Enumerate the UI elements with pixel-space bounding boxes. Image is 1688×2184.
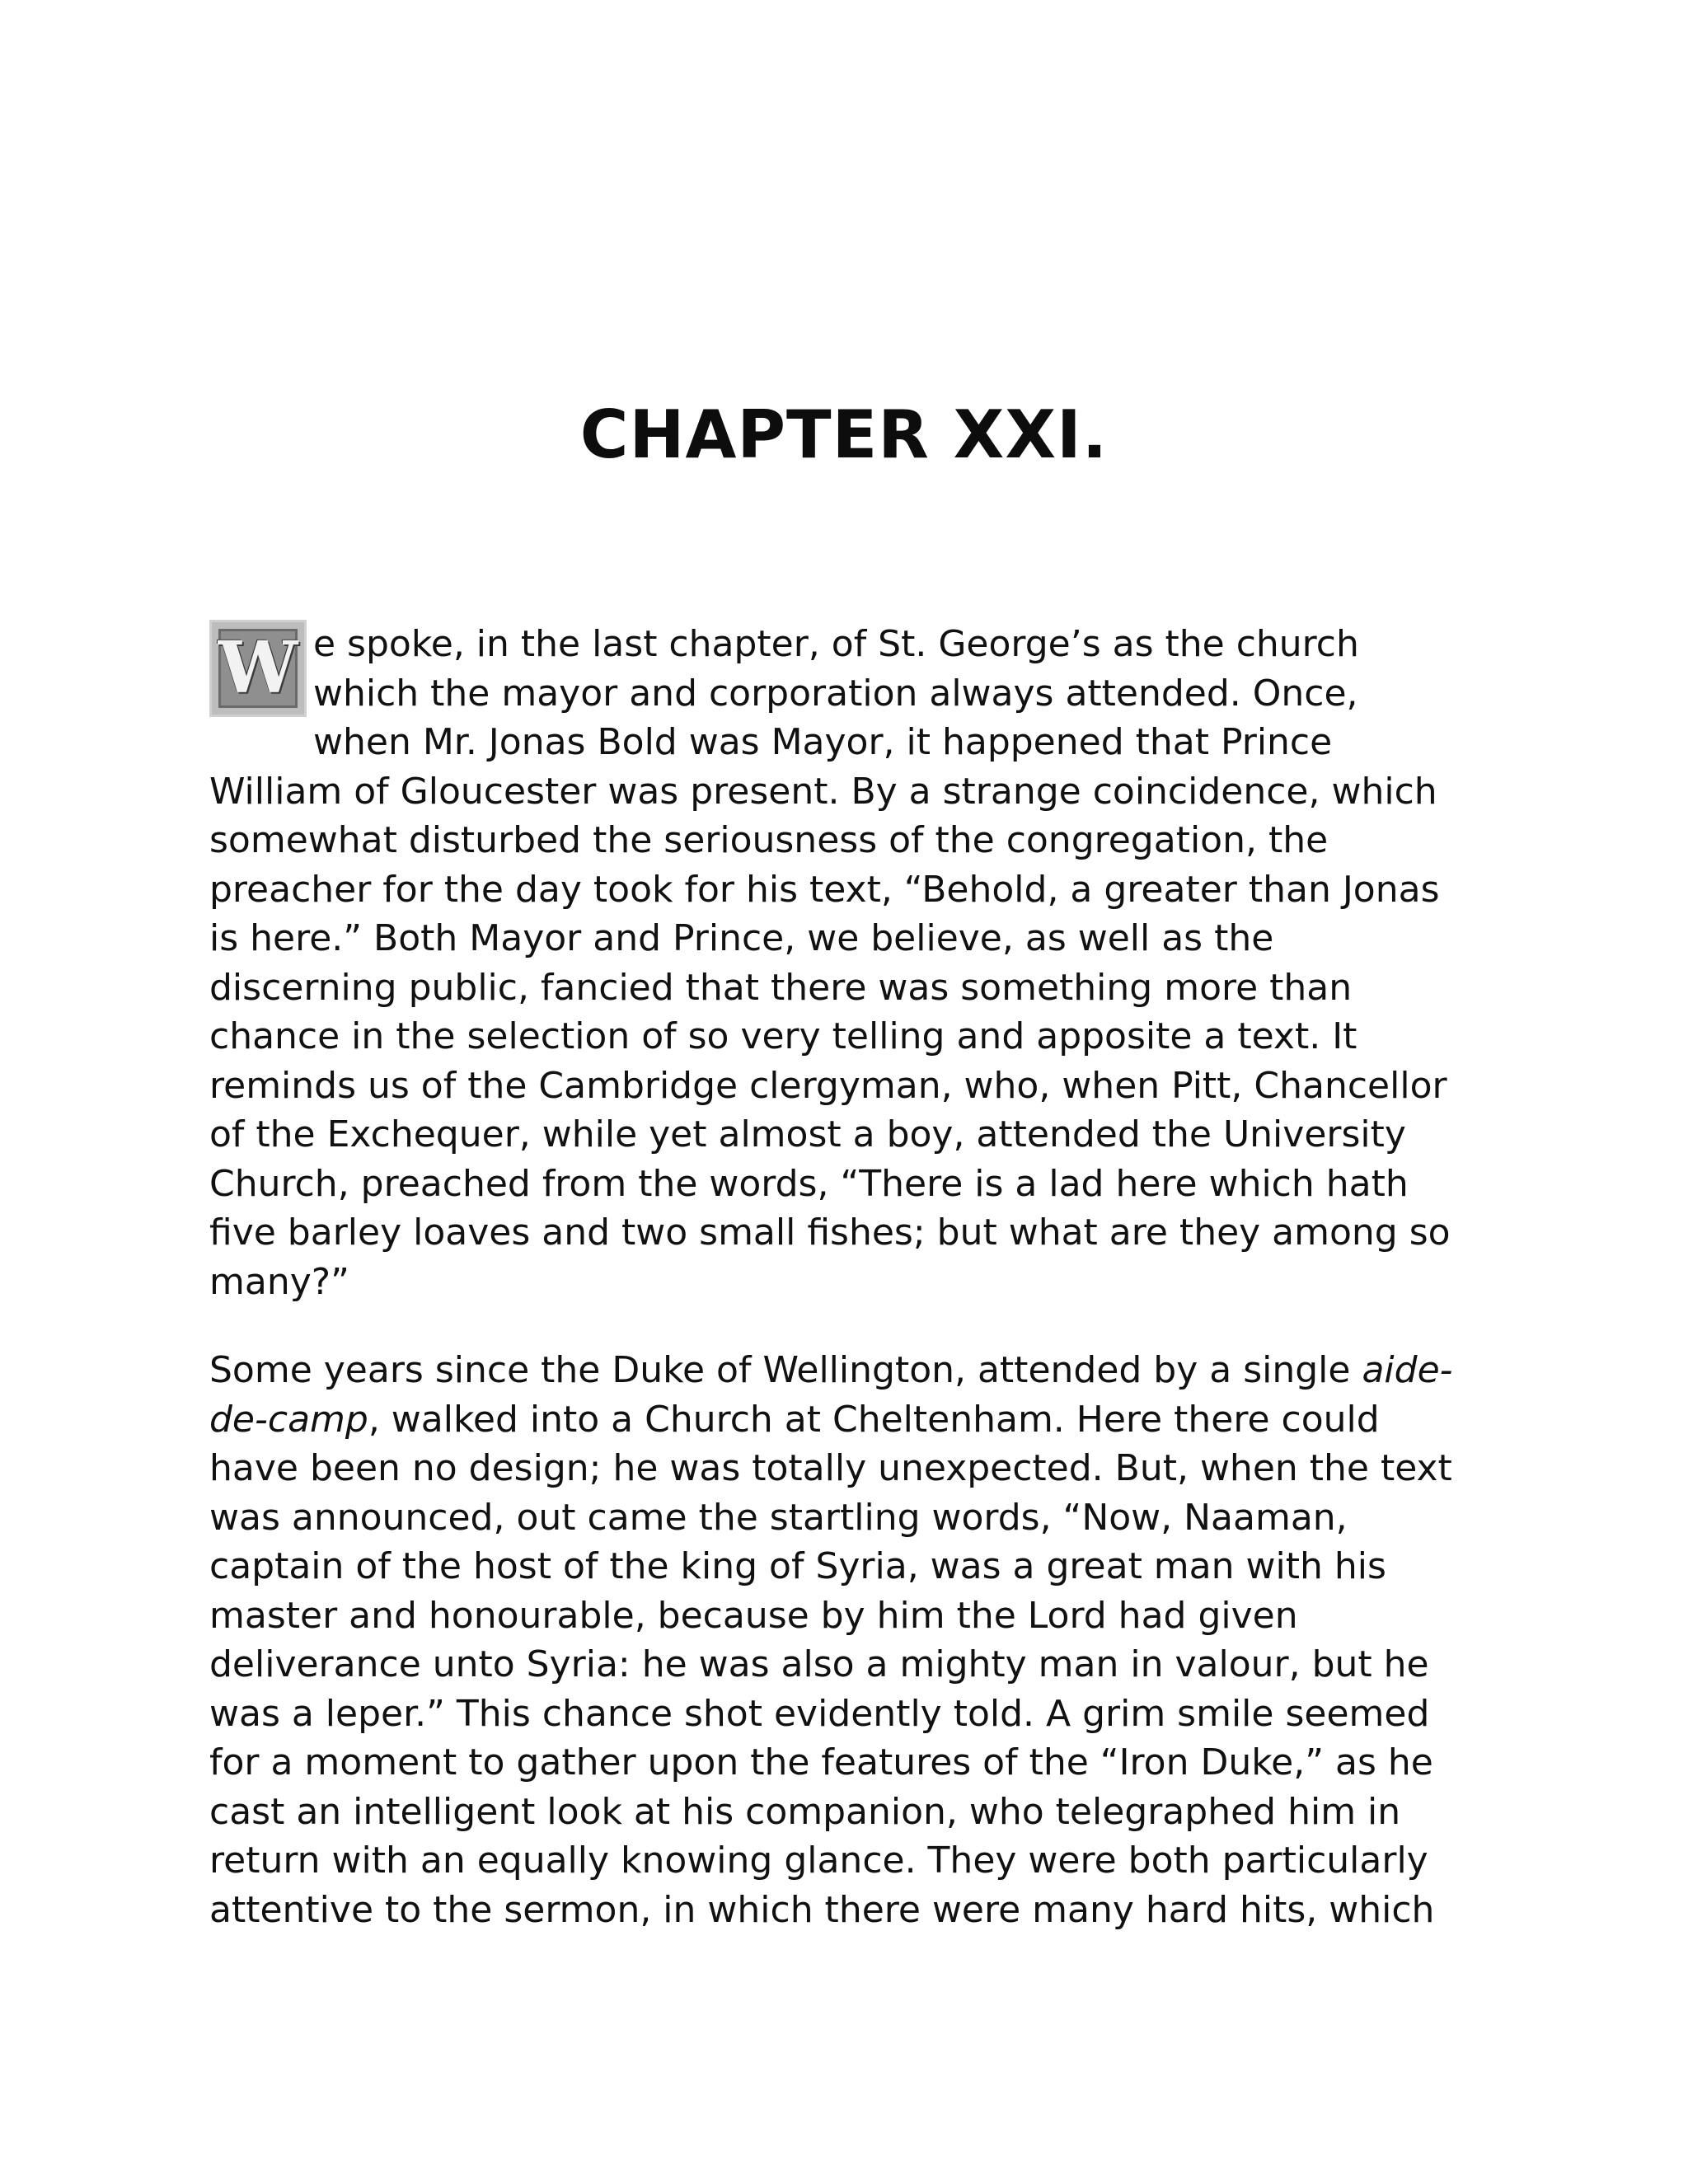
- text-line: deliverance unto Syria: he was also a mighty man in valour, but he: [209, 1643, 1429, 1685]
- text-line: [209, 1346, 1483, 1395]
- text-line: master and honourable, because by him the Lord had given: [209, 1594, 1298, 1637]
- italic-text: de-camp: [209, 1398, 368, 1441]
- text-line: Church, preached from the words, “There is a lad here which hath: [209, 1162, 1409, 1205]
- text-line: return with an equally knowing glance. They were both particularly: [209, 1840, 1428, 1882]
- paragraph-spacer: [209, 1306, 1483, 1346]
- text-line: reminds us of the Cambridge clergyman, who, when Pitt, Chancellor: [209, 1064, 1447, 1107]
- text-line: have been no design; he was totally unexpected. But, when the text: [209, 1447, 1452, 1489]
- text-line: of the Exchequer, while yet almost a boy, attended the University: [209, 1113, 1406, 1155]
- paragraph-2: [209, 1346, 1483, 1934]
- italic-text: aide-: [1362, 1349, 1453, 1391]
- text-line: many?”: [209, 1260, 349, 1303]
- text-line: which the mayor and corporation always attended. Once,: [313, 672, 1358, 715]
- text-line: discerning public, fancied that there was something more than: [209, 966, 1353, 1009]
- text-run: Some years since the Duke of Wellington, attended by a single: [209, 1349, 1362, 1391]
- text-line: was announced, out came the startling words, “Now, Naaman,: [209, 1496, 1348, 1539]
- paragraph-1: [209, 620, 1483, 1306]
- chapter-body: [209, 620, 1483, 1934]
- text-line: William of Gloucester was present. By a strange coincidence, which: [209, 770, 1437, 813]
- text-line: e spoke, in the last chapter, of St. George’s as the church: [313, 623, 1359, 665]
- text-run: , walked into a Church at Cheltenham. Here there could: [368, 1398, 1380, 1441]
- text-line: is here.” Both Mayor and Prince, we believe, as well as the: [209, 917, 1274, 959]
- text-line: attentive to the sermon, in which there were many hard hits, which: [209, 1888, 1435, 1931]
- text-line: was a leper.” This chance shot evidently told. A grim smile seemed: [209, 1692, 1430, 1735]
- text-line: for a moment to gather upon the features of the “Iron Duke,” as he: [209, 1741, 1433, 1783]
- text-line: cast an intelligent look at his companion, who telegraphed him in: [209, 1790, 1401, 1833]
- dropcap-letter: W: [218, 626, 298, 710]
- text-line: somewhat disturbed the seriousness of the congregation, the: [209, 819, 1329, 861]
- text-line: chance in the selection of so very telling and apposite a text. It: [209, 1015, 1357, 1057]
- text-line: [209, 1395, 1483, 1445]
- text-line: captain of the host of the king of Syria, was a great man with his: [209, 1545, 1386, 1587]
- text-line: preacher for the day took for his text, “Behold, a greater than Jonas: [209, 868, 1440, 911]
- text-line: when Mr. Jonas Bold was Mayor, it happened that Prince: [313, 721, 1333, 763]
- chapter-title: CHAPTER XXI.: [579, 396, 1109, 473]
- text-line: five barley loaves and two small fishes; but what are they among so: [209, 1212, 1451, 1254]
